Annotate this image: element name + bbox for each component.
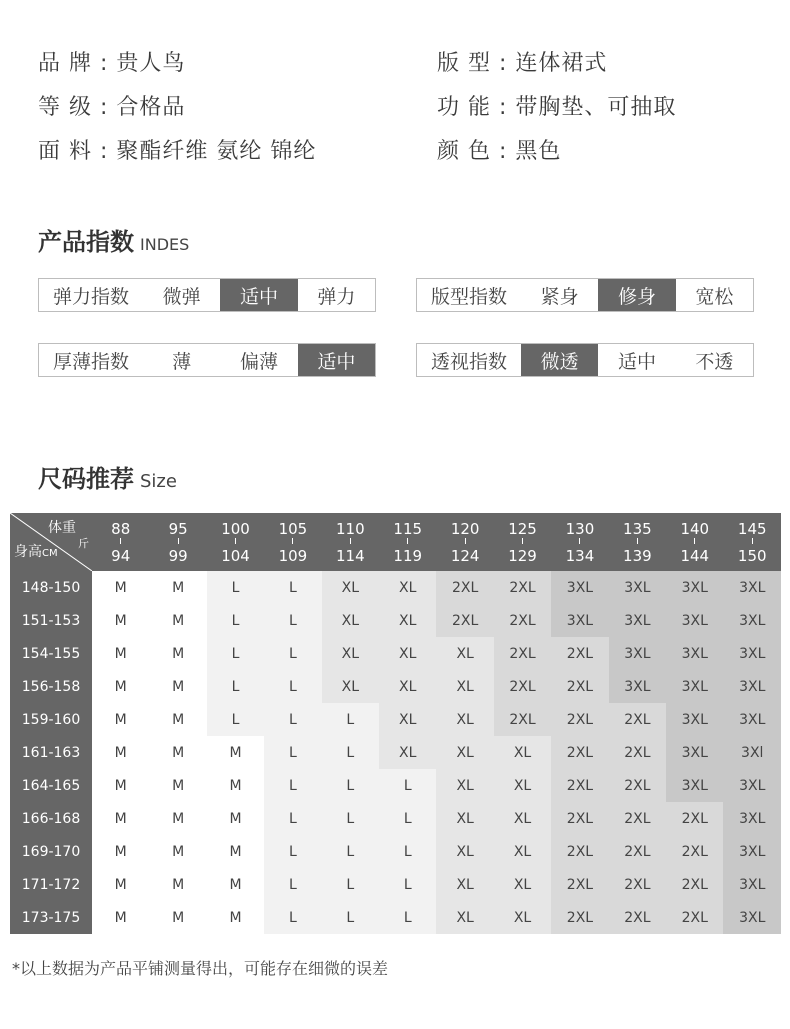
size-cell: L — [264, 769, 321, 802]
height-range-cell: 171-172 — [10, 868, 92, 901]
weight-range-end: 134 — [565, 546, 595, 565]
size-cell: L — [207, 604, 264, 637]
weight-range-end: 129 — [508, 546, 537, 565]
size-cell: L — [379, 868, 436, 901]
size-cell: L — [379, 802, 436, 835]
size-cell: 2XL — [609, 901, 666, 934]
size-cell: 3XL — [666, 736, 723, 769]
size-table-header — [10, 513, 781, 571]
size-cell: XL — [436, 670, 493, 703]
table-row — [10, 901, 781, 934]
size-cell: 2XL — [609, 703, 666, 736]
size-cell: L — [264, 571, 321, 604]
weight-range-end: 114 — [336, 546, 365, 565]
weight-column-header — [723, 513, 781, 571]
attr-fabric-key: 面 料 — [38, 139, 92, 164]
size-cell: M — [149, 901, 206, 934]
size-cell: L — [207, 637, 264, 670]
size-cell: XL — [379, 637, 436, 670]
size-cell: M — [92, 703, 149, 736]
size-cell: L — [207, 571, 264, 604]
table-row — [10, 835, 781, 868]
size-cell: M — [149, 868, 206, 901]
index-option: 适中 — [617, 350, 656, 373]
attr-grade — [38, 90, 185, 121]
weight-range — [451, 518, 480, 567]
index-option-selected: 适中 — [298, 344, 375, 376]
weight-range-end: 104 — [221, 546, 250, 565]
attr-brand — [38, 46, 185, 77]
size-cell: M — [207, 868, 264, 901]
size-cell: 2XL — [609, 802, 666, 835]
attr-function — [437, 90, 676, 121]
size-cell: M — [92, 670, 149, 703]
weight-unit: 斤 — [78, 537, 89, 550]
size-table-body — [10, 571, 781, 934]
size-cell: L — [264, 802, 321, 835]
size-cell: XL — [494, 736, 551, 769]
size-cell: M — [207, 769, 264, 802]
size-cell: 2XL — [551, 901, 608, 934]
index-option: 微弹 — [162, 285, 201, 308]
weight-range-start: 95 — [168, 519, 188, 538]
size-cell: M — [92, 637, 149, 670]
size-cell: 2XL — [551, 736, 608, 769]
size-cell: XL — [322, 571, 379, 604]
attr-fabric-value: 聚酯纤维 氨纶 锦纶 — [116, 139, 317, 164]
size-cell: XL — [379, 604, 436, 637]
size-cell: L — [322, 901, 379, 934]
size-cell: 2XL — [436, 571, 493, 604]
weight-range-start: 130 — [565, 519, 595, 538]
index-subtitle: INDES — [140, 235, 190, 254]
weight-column-header — [666, 513, 723, 571]
size-cell: 3XL — [723, 868, 781, 901]
size-cell: XL — [436, 637, 493, 670]
weight-range-start: 100 — [221, 519, 250, 538]
size-cell: 3XL — [723, 670, 781, 703]
size-cell: M — [92, 802, 149, 835]
size-cell: XL — [436, 868, 493, 901]
index-elasticity — [38, 278, 376, 312]
weight-range-start: 125 — [508, 519, 537, 538]
size-cell: L — [264, 637, 321, 670]
size-cell: M — [149, 769, 206, 802]
weight-range — [221, 518, 250, 567]
weight-range-end: 94 — [111, 546, 131, 565]
index-option-selected: 修身 — [598, 279, 675, 311]
weight-column-header — [551, 513, 608, 571]
height-unit: CM — [42, 548, 58, 559]
weight-range — [279, 518, 308, 567]
size-cell: L — [264, 703, 321, 736]
table-row — [10, 769, 781, 802]
table-row — [10, 571, 781, 604]
weight-range-end: 109 — [278, 546, 308, 565]
weight-range — [393, 518, 422, 567]
weight-range — [623, 518, 652, 567]
size-cell: 3XL — [723, 835, 781, 868]
weight-range — [680, 518, 709, 567]
size-cell: L — [379, 835, 436, 868]
height-range-cell: 164-165 — [10, 769, 92, 802]
attr-fabric — [38, 134, 316, 165]
size-cell: XL — [379, 571, 436, 604]
table-row — [10, 703, 781, 736]
height-range-cell: 173-175 — [10, 901, 92, 934]
weight-column-header — [379, 513, 436, 571]
size-cell: 2XL — [436, 604, 493, 637]
size-cell: 2XL — [494, 670, 551, 703]
size-cell: L — [264, 736, 321, 769]
size-cell: L — [264, 868, 321, 901]
size-cell: M — [92, 868, 149, 901]
size-cell: L — [322, 868, 379, 901]
size-cell: 2XL — [494, 571, 551, 604]
size-cell: 3XL — [723, 769, 781, 802]
size-cell: 2XL — [551, 802, 608, 835]
attr-separator: : — [491, 51, 516, 76]
weight-range-end: 139 — [623, 546, 652, 565]
size-cell: 2XL — [494, 703, 551, 736]
size-cell: 3XL — [666, 571, 723, 604]
size-cell: 3XL — [666, 769, 723, 802]
attr-fit-value: 连体裙式 — [515, 51, 608, 76]
index-label: 版型指数 — [430, 285, 507, 308]
size-cell: 3XL — [723, 901, 781, 934]
size-cell: XL — [494, 901, 551, 934]
size-cell: 3XL — [609, 604, 666, 637]
size-cell: 2XL — [609, 736, 666, 769]
size-cell: 2XL — [609, 769, 666, 802]
size-cell: XL — [494, 769, 551, 802]
weight-column-header — [264, 513, 321, 571]
height-range-cell: 161-163 — [10, 736, 92, 769]
size-cell: M — [207, 736, 264, 769]
table-row — [10, 736, 781, 769]
index-option: 宽松 — [695, 285, 734, 308]
size-title: 尺码推荐 — [38, 465, 134, 493]
weight-range-end: 124 — [450, 546, 480, 565]
weight-range-end: 144 — [680, 546, 710, 565]
size-cell: M — [149, 670, 206, 703]
index-fit — [416, 278, 754, 312]
size-cell: XL — [436, 901, 493, 934]
size-cell: L — [322, 736, 379, 769]
size-cell: 3XL — [723, 802, 781, 835]
weight-range — [508, 518, 537, 567]
size-cell: M — [92, 901, 149, 934]
size-cell: 2XL — [609, 835, 666, 868]
size-cell: 2XL — [494, 637, 551, 670]
size-cell: 3XL — [609, 571, 666, 604]
size-cell: 3Xl — [723, 736, 781, 769]
size-cell: XL — [379, 736, 436, 769]
height-range-cell: 156-158 — [10, 670, 92, 703]
size-section-title — [38, 459, 177, 494]
size-cell: L — [379, 769, 436, 802]
size-cell: XL — [436, 802, 493, 835]
weight-range-start: 110 — [336, 519, 365, 538]
size-cell: 2XL — [666, 901, 723, 934]
index-thickness — [38, 343, 376, 377]
height-range-cell: 166-168 — [10, 802, 92, 835]
weight-column-header — [436, 513, 493, 571]
size-cell: M — [149, 736, 206, 769]
index-transparency — [416, 343, 754, 377]
weight-range — [566, 518, 595, 567]
size-subtitle: Size — [140, 471, 177, 492]
attr-color-key: 颜 色 — [437, 139, 491, 164]
size-cell: M — [92, 736, 149, 769]
index-title: 产品指数 — [38, 228, 134, 256]
attr-brand-value: 贵人鸟 — [116, 51, 186, 76]
height-range-cell: 148-150 — [10, 571, 92, 604]
size-cell: L — [264, 835, 321, 868]
measurement-note: *以上数据为产品平铺测量得出，可能存在细微的误差 — [12, 959, 389, 978]
table-row — [10, 604, 781, 637]
size-cell: L — [322, 835, 379, 868]
weight-column-header — [149, 513, 206, 571]
weight-column-header — [92, 513, 149, 571]
size-cell: 3XL — [723, 637, 781, 670]
size-cell: XL — [436, 835, 493, 868]
size-cell: 2XL — [551, 835, 608, 868]
size-cell: M — [149, 835, 206, 868]
size-cell: 3XL — [666, 637, 723, 670]
weight-range-end: 119 — [393, 546, 423, 565]
attr-grade-value: 合格品 — [116, 95, 186, 120]
size-table — [10, 513, 781, 934]
size-cell: 2XL — [551, 637, 608, 670]
index-section-title — [38, 222, 189, 257]
size-cell: L — [264, 670, 321, 703]
weight-range-start: 88 — [111, 519, 131, 538]
size-cell: M — [92, 835, 149, 868]
height-range-cell: 154-155 — [10, 637, 92, 670]
attr-function-value: 带胸垫、可抽取 — [515, 95, 677, 120]
weight-range-start: 115 — [393, 519, 423, 538]
size-cell: XL — [436, 769, 493, 802]
size-cell: L — [322, 802, 379, 835]
weight-range-start: 135 — [623, 519, 652, 538]
attr-separator: : — [92, 51, 117, 76]
weight-column-header — [322, 513, 379, 571]
size-cell: M — [207, 802, 264, 835]
size-cell: 3XL — [723, 571, 781, 604]
size-cell: XL — [436, 703, 493, 736]
size-cell: M — [92, 604, 149, 637]
attr-separator: : — [92, 95, 117, 120]
table-row — [10, 670, 781, 703]
size-cell: XL — [494, 868, 551, 901]
height-range-cell: 159-160 — [10, 703, 92, 736]
size-cell: 2XL — [494, 604, 551, 637]
size-cell: L — [322, 769, 379, 802]
index-option-selected: 适中 — [220, 279, 297, 311]
attr-color — [437, 134, 561, 165]
weight-column-header — [494, 513, 551, 571]
size-cell: 3XL — [551, 604, 608, 637]
height-header — [14, 541, 58, 565]
weight-range-start: 145 — [737, 519, 767, 538]
size-cell: 2XL — [551, 703, 608, 736]
weight-range — [169, 518, 188, 567]
table-row — [10, 637, 781, 670]
index-label: 弹力指数 — [52, 285, 129, 308]
size-cell: XL — [436, 736, 493, 769]
size-cell: 3XL — [609, 637, 666, 670]
weight-range — [111, 518, 130, 567]
attr-fit-key: 版 型 — [437, 51, 491, 76]
attr-grade-key: 等 级 — [38, 95, 92, 120]
index-label: 透视指数 — [430, 350, 507, 373]
size-cell: L — [322, 703, 379, 736]
attr-separator: : — [491, 139, 516, 164]
size-cell: L — [379, 901, 436, 934]
size-cell: XL — [322, 670, 379, 703]
size-cell: M — [149, 703, 206, 736]
weight-range — [336, 518, 365, 567]
size-cell: 3XL — [723, 604, 781, 637]
attr-color-value: 黑色 — [515, 139, 562, 164]
size-cell: M — [92, 571, 149, 604]
size-cell: 3XL — [666, 703, 723, 736]
size-cell: M — [149, 802, 206, 835]
size-cell: 2XL — [666, 868, 723, 901]
index-option: 薄 — [172, 350, 192, 373]
height-range-cell: 169-170 — [10, 835, 92, 868]
size-table-corner — [10, 513, 92, 571]
attr-separator: : — [92, 139, 117, 164]
size-cell: 2XL — [666, 802, 723, 835]
weight-column-header — [609, 513, 666, 571]
size-cell: 2XL — [609, 868, 666, 901]
weight-range-start: 105 — [278, 519, 308, 538]
weight-label: 体重 — [48, 520, 76, 536]
size-cell: M — [149, 571, 206, 604]
attr-function-key: 功 能 — [437, 95, 491, 120]
height-range-cell: 151-153 — [10, 604, 92, 637]
weight-range-start: 120 — [450, 519, 480, 538]
size-cell: XL — [322, 637, 379, 670]
weight-range-end: 99 — [168, 546, 188, 565]
weight-range — [738, 518, 767, 567]
index-option: 不透 — [695, 350, 734, 373]
attr-fit — [437, 46, 607, 77]
size-cell: M — [149, 604, 206, 637]
size-cell: XL — [379, 703, 436, 736]
size-cell: 3XL — [723, 703, 781, 736]
size-cell: L — [264, 604, 321, 637]
size-cell: XL — [494, 802, 551, 835]
size-cell: 3XL — [666, 604, 723, 637]
size-cell: 2XL — [666, 835, 723, 868]
size-cell: M — [92, 769, 149, 802]
height-label: 身高 — [14, 544, 42, 560]
weight-range-end: 150 — [737, 546, 767, 565]
weight-range-start: 140 — [680, 519, 710, 538]
table-row — [10, 868, 781, 901]
size-cell: XL — [379, 670, 436, 703]
size-cell: 2XL — [551, 868, 608, 901]
index-option: 偏薄 — [239, 350, 278, 373]
size-cell: XL — [494, 835, 551, 868]
weight-column-header — [207, 513, 264, 571]
size-cell: L — [207, 670, 264, 703]
table-row — [10, 802, 781, 835]
size-cell: M — [207, 901, 264, 934]
size-cell: M — [207, 835, 264, 868]
size-cell: L — [264, 901, 321, 934]
size-cell: L — [207, 703, 264, 736]
size-cell: 2XL — [551, 670, 608, 703]
size-cell: 3XL — [551, 571, 608, 604]
index-label: 厚薄指数 — [52, 350, 129, 373]
size-cell: XL — [322, 604, 379, 637]
size-cell: 3XL — [666, 670, 723, 703]
attr-brand-key: 品 牌 — [38, 51, 92, 76]
size-cell: 2XL — [551, 769, 608, 802]
index-option: 弹力 — [317, 285, 356, 308]
size-cell: M — [149, 637, 206, 670]
index-option: 紧身 — [540, 285, 579, 308]
size-cell: 3XL — [609, 670, 666, 703]
index-option-selected: 微透 — [521, 344, 598, 376]
attr-separator: : — [491, 95, 516, 120]
